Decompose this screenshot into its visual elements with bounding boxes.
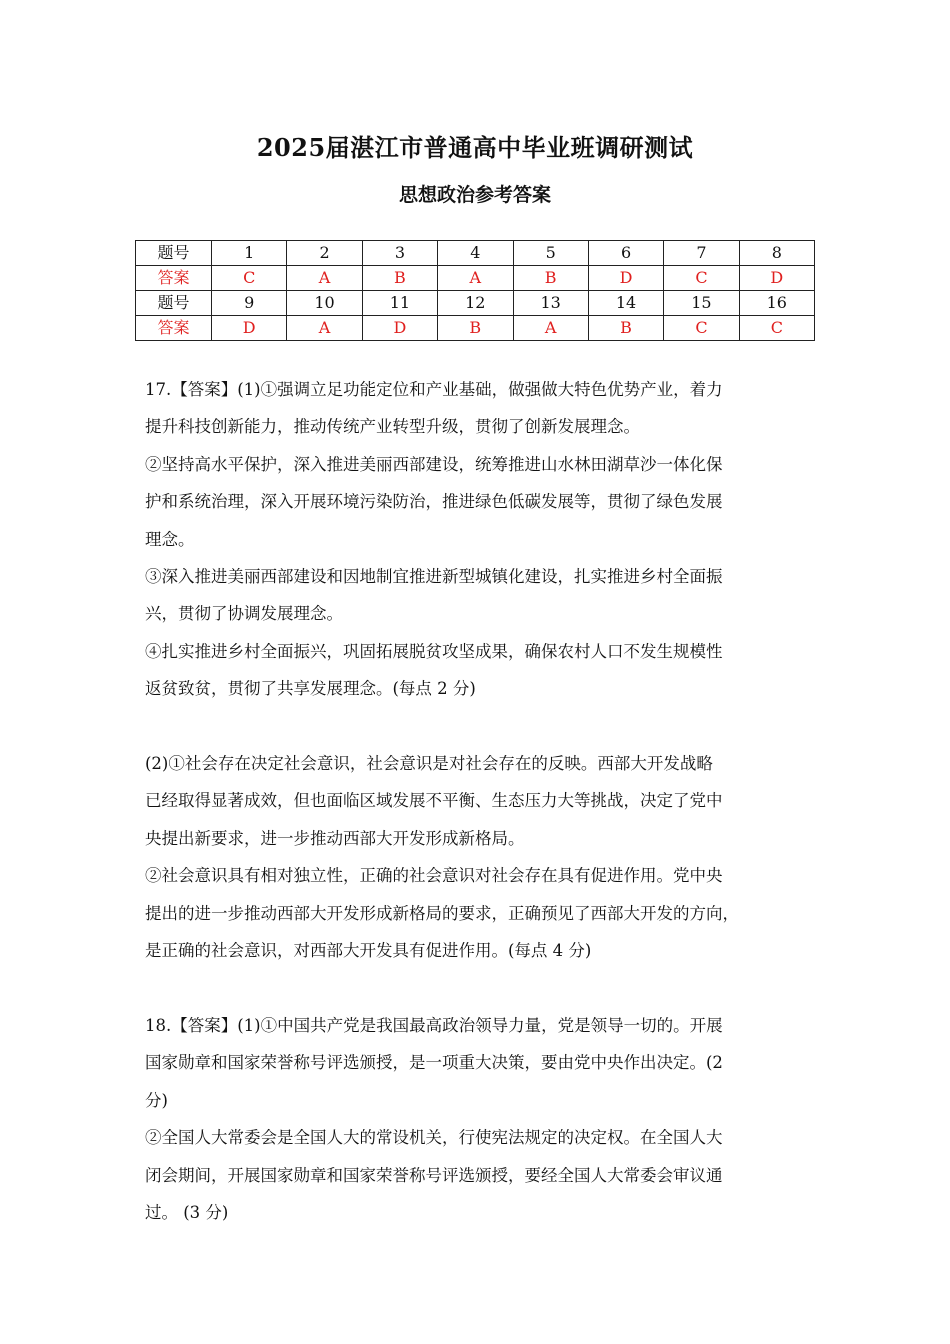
- table-cell: 6: [588, 241, 663, 266]
- text-line: 提出的进一步推动西部大开发形成新格局的要求，正确预见了西部大开发的方向，: [145, 903, 739, 923]
- table-cell: 13: [513, 291, 588, 316]
- answer-cell: D: [588, 266, 663, 291]
- text-line: 分): [145, 1090, 168, 1110]
- q17-part1-point1: [145, 371, 810, 446]
- answer-cell: A: [438, 266, 513, 291]
- paragraph-gap: [145, 969, 810, 1006]
- row-label: 题号: [136, 291, 212, 316]
- text-line: 返贫致贫，贯彻了共享发展理念。(每点 2 分): [145, 679, 476, 699]
- paragraph-gap: [145, 708, 810, 745]
- table-cell: 5: [513, 241, 588, 266]
- answer-cell: B: [513, 266, 588, 291]
- answer-cell: A: [513, 316, 588, 341]
- answer-cell: C: [664, 316, 739, 341]
- answer-content: [145, 371, 810, 1231]
- answer-cell: D: [739, 266, 814, 291]
- answer-cell: C: [664, 266, 739, 291]
- table-cell: 9: [212, 291, 287, 316]
- table-row: [136, 266, 815, 291]
- answer-cell: C: [739, 316, 814, 341]
- table-cell: 12: [438, 291, 513, 316]
- row-label: 答案: [136, 316, 212, 341]
- table-row: [136, 316, 815, 341]
- text-line: 18.【答案】(1)①中国共产党是我国最高政治领导力量，党是领导一切的。开展: [145, 1015, 723, 1035]
- table-cell: 4: [438, 241, 513, 266]
- table-cell: 10: [287, 291, 362, 316]
- row-label: 答案: [136, 266, 212, 291]
- table-cell: 14: [588, 291, 663, 316]
- q17-part2-point2: [145, 857, 810, 969]
- answer-cell: C: [212, 266, 287, 291]
- text-line: 是正确的社会意识，对西部大开发具有促进作用。(每点 4 分): [145, 941, 592, 961]
- document-title: 2025届湛江市普通高中毕业班调研测试: [256, 133, 694, 162]
- answer-table: [135, 240, 815, 341]
- text-line: ②社会意识具有相对独立性，正确的社会意识对社会存在具有促进作用。党中央: [145, 866, 723, 886]
- table-cell: 2: [287, 241, 362, 266]
- q18-part1-point2: [145, 1119, 810, 1231]
- q17-part1-point3: [145, 558, 810, 633]
- table-row: [136, 291, 815, 316]
- text-line: 提升科技创新能力，推动传统产业转型升级，贯彻了创新发展理念。: [145, 417, 640, 437]
- answer-cell: A: [287, 266, 362, 291]
- q18-part1-point1: [145, 1007, 810, 1119]
- text-line: ④扎实推进乡村全面振兴，巩固拓展脱贫攻坚成果，确保农村人口不发生规模性: [145, 641, 723, 661]
- table-cell: 8: [739, 241, 814, 266]
- table-cell: 1: [212, 241, 287, 266]
- text-line: 护和系统治理，深入开展环境污染防治，推进绿色低碳发展等，贯彻了绿色发展: [145, 492, 723, 512]
- table-cell: 16: [739, 291, 814, 316]
- text-line: 闭会期间，开展国家勋章和国家荣誉称号评选颁授，要经全国人大常委会审议通: [145, 1165, 723, 1185]
- table-cell: 11: [362, 291, 437, 316]
- q17-part2-point1: [145, 745, 810, 857]
- text-line: 17.【答案】(1)①强调立足功能定位和产业基础，做强做大特色优势产业，着力: [145, 380, 723, 399]
- q17-part1-point2: [145, 446, 810, 558]
- table-cell: 7: [664, 241, 739, 266]
- text-line: ②全国人大常委会是全国人大的常设机关，行使宪法规定的决定权。在全国人大: [145, 1128, 723, 1148]
- text-line: 已经取得显著成效，但也面临区域发展不平衡、生态压力大等挑战，决定了党中: [145, 791, 723, 811]
- text-line: 兴，贯彻了协调发展理念。: [145, 604, 343, 624]
- answer-cell: B: [438, 316, 513, 341]
- table-cell: 15: [664, 291, 739, 316]
- text-line: (2)①社会存在决定社会意识，社会意识是对社会存在的反映。西部大开发战略: [145, 754, 713, 774]
- answer-cell: A: [287, 316, 362, 341]
- table-row: [136, 241, 815, 266]
- row-label: 题号: [136, 241, 212, 266]
- text-line: ③深入推进美丽西部建设和因地制宜推进新型城镇化建设，扎实推进乡村全面振: [145, 567, 723, 587]
- table-cell: 3: [362, 241, 437, 266]
- document-subtitle: 思想政治参考答案: [398, 184, 551, 206]
- q17-part1-point4: [145, 633, 810, 708]
- answer-cell: B: [362, 266, 437, 291]
- text-line: 理念。: [145, 529, 195, 549]
- text-line: 央提出新要求，进一步推动西部大开发形成新格局。: [145, 828, 525, 848]
- text-line: 过。 (3 分): [145, 1202, 229, 1222]
- text-line: 国家勋章和国家荣誉称号评选颁授，是一项重大决策，要由党中央作出决定。(2: [145, 1053, 723, 1073]
- answer-cell: D: [212, 316, 287, 341]
- text-line: ②坚持高水平保护，深入推进美丽西部建设，统筹推进山水林田湖草沙一体化保: [145, 454, 723, 474]
- answer-cell: D: [362, 316, 437, 341]
- answer-cell: B: [588, 316, 663, 341]
